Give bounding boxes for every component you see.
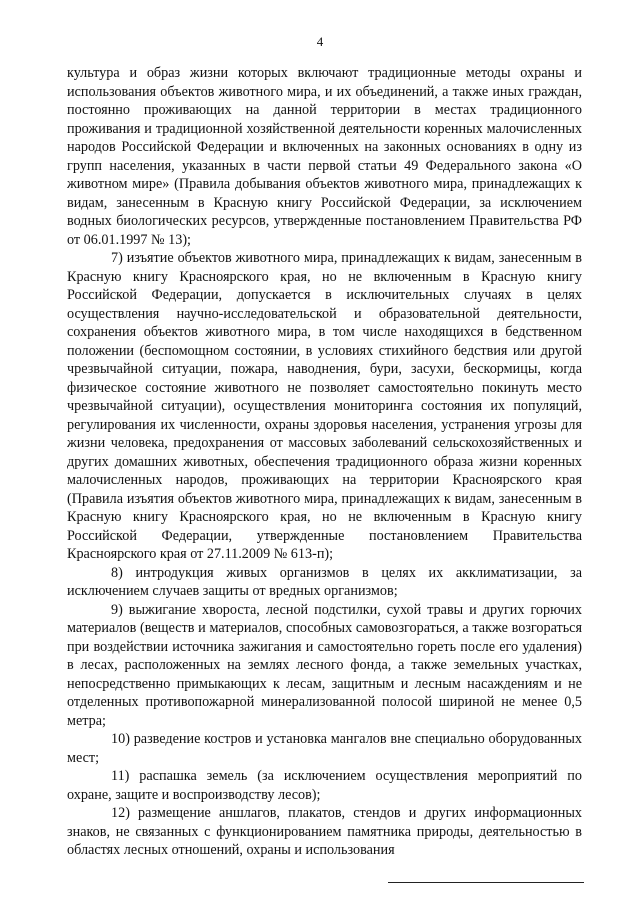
paragraph-item-10: 10) разведение костров и установка мангалов вне специально оборудованных мест; — [67, 731, 582, 766]
footer-divider — [388, 882, 584, 883]
paragraph-item-7: 7) изъятие объектов животного мира, принадлежащих к видам, занесенным в Красную книгу Красноярского края, но не включенным в Красную книгу Российской Федерации, допускается в исключительных случаях в целях осуществления научно-исследовательской и образовательной деятельности, сохранения объектов животного мира, в том числе находящихся в бедственном положении (беспомощном состоянии, в условиях стихийного бедствия или другой чрезвычайной ситуации, пожара, наводнения, бури, засухи, бескормицы, когда физическое состояние животного не позволяет самостоятельно покинуть место чрезвычайной ситуации), осуществления мониторинга состояния их популяций, регулирования их численности, охраны здоровья населения, устранения угрозы для жизни человека, предохранения от массовых заболеваний сельскохозяйственных и других домашних животных, обеспечения традиционного образа жизни коренных малочисленных народов, проживающих на территории Красноярского края (Правила изъятия объектов животного мира, принадлежащих к видам, занесенным в Красную книгу Красноярского края, но не включенным в Красную книгу Российской Федерации, утвержденные постановлением Правительства Красноярского края от 27.11.2009 № 613-п); — [67, 250, 582, 562]
page-number: 4 — [316, 34, 324, 49]
paragraph-item-11: 11) распашка земель (за исключением осуществления мероприятий по охране, защите и воспроизводству лесов); — [67, 768, 582, 803]
paragraph-item-8: 8) интродукция живых организмов в целях их акклиматизации, за исключением случаев защиты от вредных организмов; — [67, 564, 582, 599]
paragraph-item-12: 12) размещение аншлагов, плакатов, стендов и других информационных знаков, не связанных с функционированием памятника природы, деятельностью в областях лесных отношений, охраны и использования — [67, 805, 582, 858]
paragraph-continuation: культура и образ жизни которых включают традиционные методы охраны и использования объектов животного мира, и их объединений, а также иных граждан, постоянно проживающих на данной территории в местах традиционного проживания и традиционной хозяйственной деятельности коренных малочисленных народов Российской Федерации и включенных на законных основаниях в одну из групп населения, указанных в части первой статьи 49 Федерального закона «О животном мире» (Правила добывания объектов животного мира, принадлежащих к видам, занесенным в Красную книгу Российской Федерации, за исключением водных биологических ресурсов, утвержденные постановлением Правительства РФ от 06.01.1997 № 13); — [67, 65, 582, 248]
paragraph-item-9: 9) выжигание хвороста, лесной подстилки, сухой травы и других горючих материалов (веществ и материалов, способных самовозгораться, а также возгораться при воздействии источника зажигания и самостоятельно гореть после его удаления) в лесах, расположенных на землях лесного фонда, а также земельных участках, непосредственно примыкающих к лесам, защитным и лесным насаждениям и не отделенных противопожарной минерализованной полосой шириной не менее 0,5 метра; — [67, 601, 582, 729]
document-body — [67, 64, 582, 860]
